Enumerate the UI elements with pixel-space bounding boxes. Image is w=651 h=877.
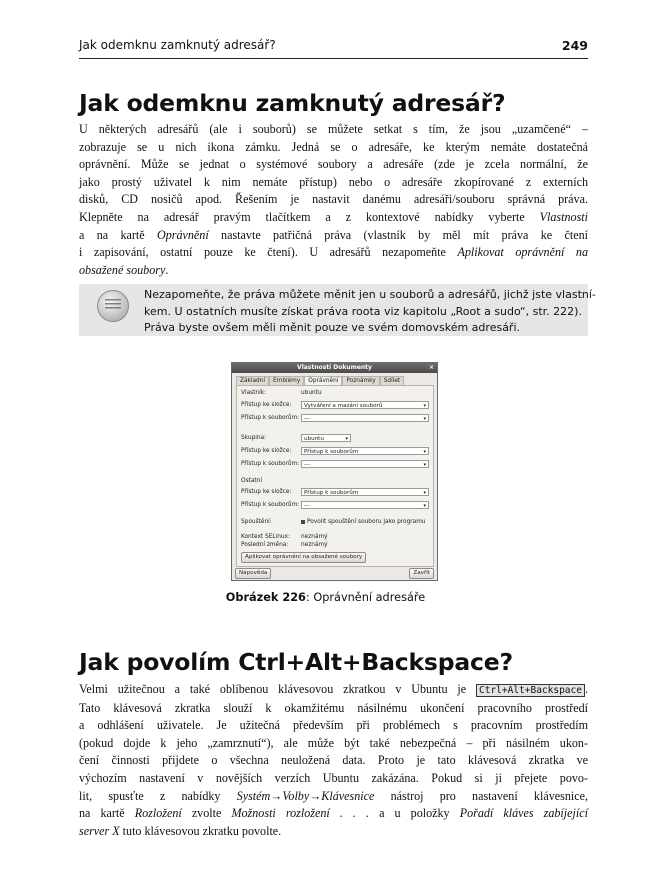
- close-button[interactable]: Zavřít: [409, 568, 434, 579]
- option-term: Pořadí kláves zabíjející: [459, 806, 588, 821]
- permissions-panel: [236, 385, 434, 567]
- figure-caption: [0, 591, 651, 604]
- figure-label: Obrázek 226: [225, 591, 306, 604]
- text-line: [79, 823, 588, 841]
- section-heading-ctrl-alt-backspace: Jak povolím Ctrl+Alt+Backspace?: [79, 648, 513, 676]
- text-line: Tato klávesová zkratka slouží k okamžitému násilnému ukončení pracovního prostředí: [79, 700, 588, 715]
- text-run: nástroj pro nastavení klávesnice,: [374, 788, 588, 803]
- note-text: [144, 287, 596, 337]
- chevron-down-icon: ▾: [423, 490, 426, 496]
- group-label: Skupina:: [241, 435, 267, 441]
- checkbox-icon: [301, 520, 305, 524]
- page-number: 249: [561, 38, 588, 53]
- text-line: (pokud dojde k jeho „zamrznutí“), ale může být také nebezpečná – při násilném ukon-: [79, 735, 588, 750]
- execute-checkbox[interactable]: [301, 519, 426, 525]
- text-run: .: [584, 682, 588, 696]
- note-line: Práva byste ovšem měli měnit pouze ve svém domovském adresáři.: [144, 321, 521, 334]
- owner-file-access-select[interactable]: [301, 414, 429, 422]
- checkbox-label: Povolit spouštění souboru jako programu: [307, 519, 426, 525]
- keyboard-shortcut: Ctrl+Alt+Backspace: [476, 684, 585, 697]
- text-line: výchozím nastavení v novějších verzích Ubuntu zakázána. Pokud si ji přejete povo-: [79, 770, 588, 785]
- chevron-down-icon: ▾: [423, 416, 426, 422]
- tab-notes[interactable]: Poznámky: [342, 376, 379, 385]
- others-folder-access-label: Přístup ke složce:: [241, 489, 292, 495]
- section1-paragraph: [79, 121, 588, 279]
- menu-path: Systém→Volby→Klávesnice: [236, 788, 375, 803]
- others-file-access-label: Přístup k souborům:: [241, 502, 300, 508]
- menu-term: Vlastnosti: [539, 209, 588, 224]
- note-line: kem. U ostatních musíte získat práva roota viz kapitolu „Root a sudo“, str. 222).: [144, 304, 582, 318]
- select-value: ---: [304, 503, 311, 509]
- dialog-title: Vlastnosti Dokumenty: [297, 364, 372, 371]
- option-term: server X: [79, 823, 120, 838]
- select-value: ---: [304, 416, 311, 422]
- text-line: oprávnění. Může se jednat o systémové soubory a adresáře (zde je zcela normální, že: [79, 157, 588, 172]
- option-term: obsažené soubory: [79, 262, 166, 277]
- text-run: zvolte: [181, 806, 232, 821]
- text-line: čení činnosti přijdete o všechna neuložená data. Proto je tato klávesová zkratka ve: [79, 753, 588, 768]
- select-value: Vytváření a mazání souborů: [304, 403, 383, 409]
- text-line: [79, 262, 588, 280]
- text-line: U některých adresářů (ale i souborů) se můžete setkat s tím, že jsou „uzamčené“ –: [79, 122, 588, 136]
- group-folder-access-select[interactable]: [301, 447, 429, 455]
- owner-folder-access-select[interactable]: [301, 401, 429, 409]
- select-value: Přístup k souborům: [304, 449, 359, 455]
- text-line: a odhlášení uživatele. Je užitečná především při problémech s pracovním prostředím: [79, 718, 588, 733]
- note-box: [79, 284, 596, 336]
- text-line: jako prostý uživatel k nim nemáte přístup) nebo o adresáře zkopírované z externích: [79, 174, 588, 189]
- selinux-value: neznámý: [301, 534, 328, 540]
- others-label: Ostatní: [241, 478, 262, 484]
- tab-permissions[interactable]: Oprávnění: [304, 376, 342, 385]
- help-button[interactable]: Nápověda: [235, 568, 271, 579]
- text-line: zobrazuje se u nich ikona zámku. Jedná se o adresáře, ke kterým nemáte dostatečná: [79, 139, 588, 154]
- tab-term: Rozložení: [134, 806, 182, 821]
- group-folder-access-label: Přístup ke složce:: [241, 448, 292, 454]
- text-line: [79, 244, 588, 262]
- group-file-access-label: Přístup k souborům:: [241, 461, 300, 467]
- tab-share[interactable]: Sdílet: [380, 376, 404, 385]
- last-change-label: Poslední změna:: [241, 542, 289, 548]
- properties-dialog-screenshot: [231, 362, 438, 581]
- dialog-titlebar: [232, 363, 437, 373]
- text-run: Velmi užitečnou a také oblíbenou klávesovou zkratkou v Ubuntu je: [79, 682, 477, 696]
- chevron-down-icon: ▾: [423, 462, 426, 468]
- execute-label: Spouštění:: [241, 519, 272, 525]
- text-line: [79, 805, 588, 823]
- select-value: ---: [304, 462, 311, 468]
- others-file-access-select[interactable]: [301, 501, 429, 509]
- running-header: [79, 38, 588, 59]
- chevron-down-icon: ▾: [423, 403, 426, 409]
- chevron-down-icon: ▾: [423, 503, 426, 509]
- note-icon: [97, 290, 129, 322]
- selinux-label: Kontext SELinux:: [241, 534, 290, 540]
- tab-basic[interactable]: Základní: [236, 376, 269, 385]
- option-term: Aplikovat oprávnění na: [457, 245, 588, 260]
- group-select[interactable]: [301, 434, 351, 442]
- chevron-down-icon: ▾: [345, 436, 348, 442]
- text-run: a u položky: [369, 806, 460, 821]
- apply-to-contents-button[interactable]: Aplikovat oprávnění na obsažené soubory: [241, 552, 366, 563]
- others-folder-access-select[interactable]: [301, 488, 429, 496]
- owner-value: ubuntu: [301, 390, 322, 396]
- owner-file-access-label: Přístup k souborům:: [241, 415, 300, 421]
- figure-caption-text: : Oprávnění adresáře: [305, 591, 426, 604]
- text-run: lit, spusťte z nabídky: [79, 788, 237, 803]
- text-run: nastavte patřičná práva (vlastník by měl mít práva ke čtení: [208, 227, 588, 242]
- owner-folder-access-label: Přístup ke složce:: [241, 402, 292, 408]
- text-line: disků, CD nosičů apod. Řešením je nastavit danému adresáři/souboru správná práva.: [79, 192, 588, 207]
- select-value: ubuntu: [304, 436, 324, 442]
- text-run: i zapisování, ostatní pouze ke čtení). U adresářů nezapomeňte: [79, 245, 458, 260]
- owner-label: Vlastník:: [241, 390, 267, 396]
- text-run: .: [165, 262, 169, 277]
- last-change-value: neznámý: [301, 542, 328, 548]
- text-line: [79, 681, 588, 700]
- dialog-tabs: [236, 376, 404, 385]
- text-run: tuto klávesovou zkratku povolte.: [119, 823, 282, 838]
- section-heading-unlock: Jak odemknu zamknutý adresář?: [79, 89, 506, 117]
- select-value: Přístup k souborům: [304, 490, 359, 496]
- close-icon[interactable]: ×: [428, 364, 434, 371]
- text-run: a na kartě: [79, 227, 157, 242]
- text-line: [79, 227, 588, 245]
- group-file-access-select[interactable]: [301, 460, 429, 468]
- text-run: Klepněte na adresář pravým tlačítkem a z kontextové nabídky vyberte: [79, 209, 540, 224]
- option-term: Možnosti rozložení . . .: [231, 806, 370, 821]
- tab-emblems[interactable]: Emblémy: [269, 376, 304, 385]
- header-title: Jak odemknu zamknutý adresář?: [79, 38, 276, 52]
- text-line: [79, 209, 588, 227]
- tab-term: Oprávnění: [156, 227, 209, 242]
- note-line: Nezapomeňte, že práva můžete měnit jen u souborů a adresářů, jichž jste vlastní-: [144, 288, 596, 301]
- text-line: [79, 788, 588, 806]
- text-run: na kartě: [79, 806, 135, 821]
- chevron-down-icon: ▾: [423, 449, 426, 455]
- section2-paragraph: [79, 681, 588, 840]
